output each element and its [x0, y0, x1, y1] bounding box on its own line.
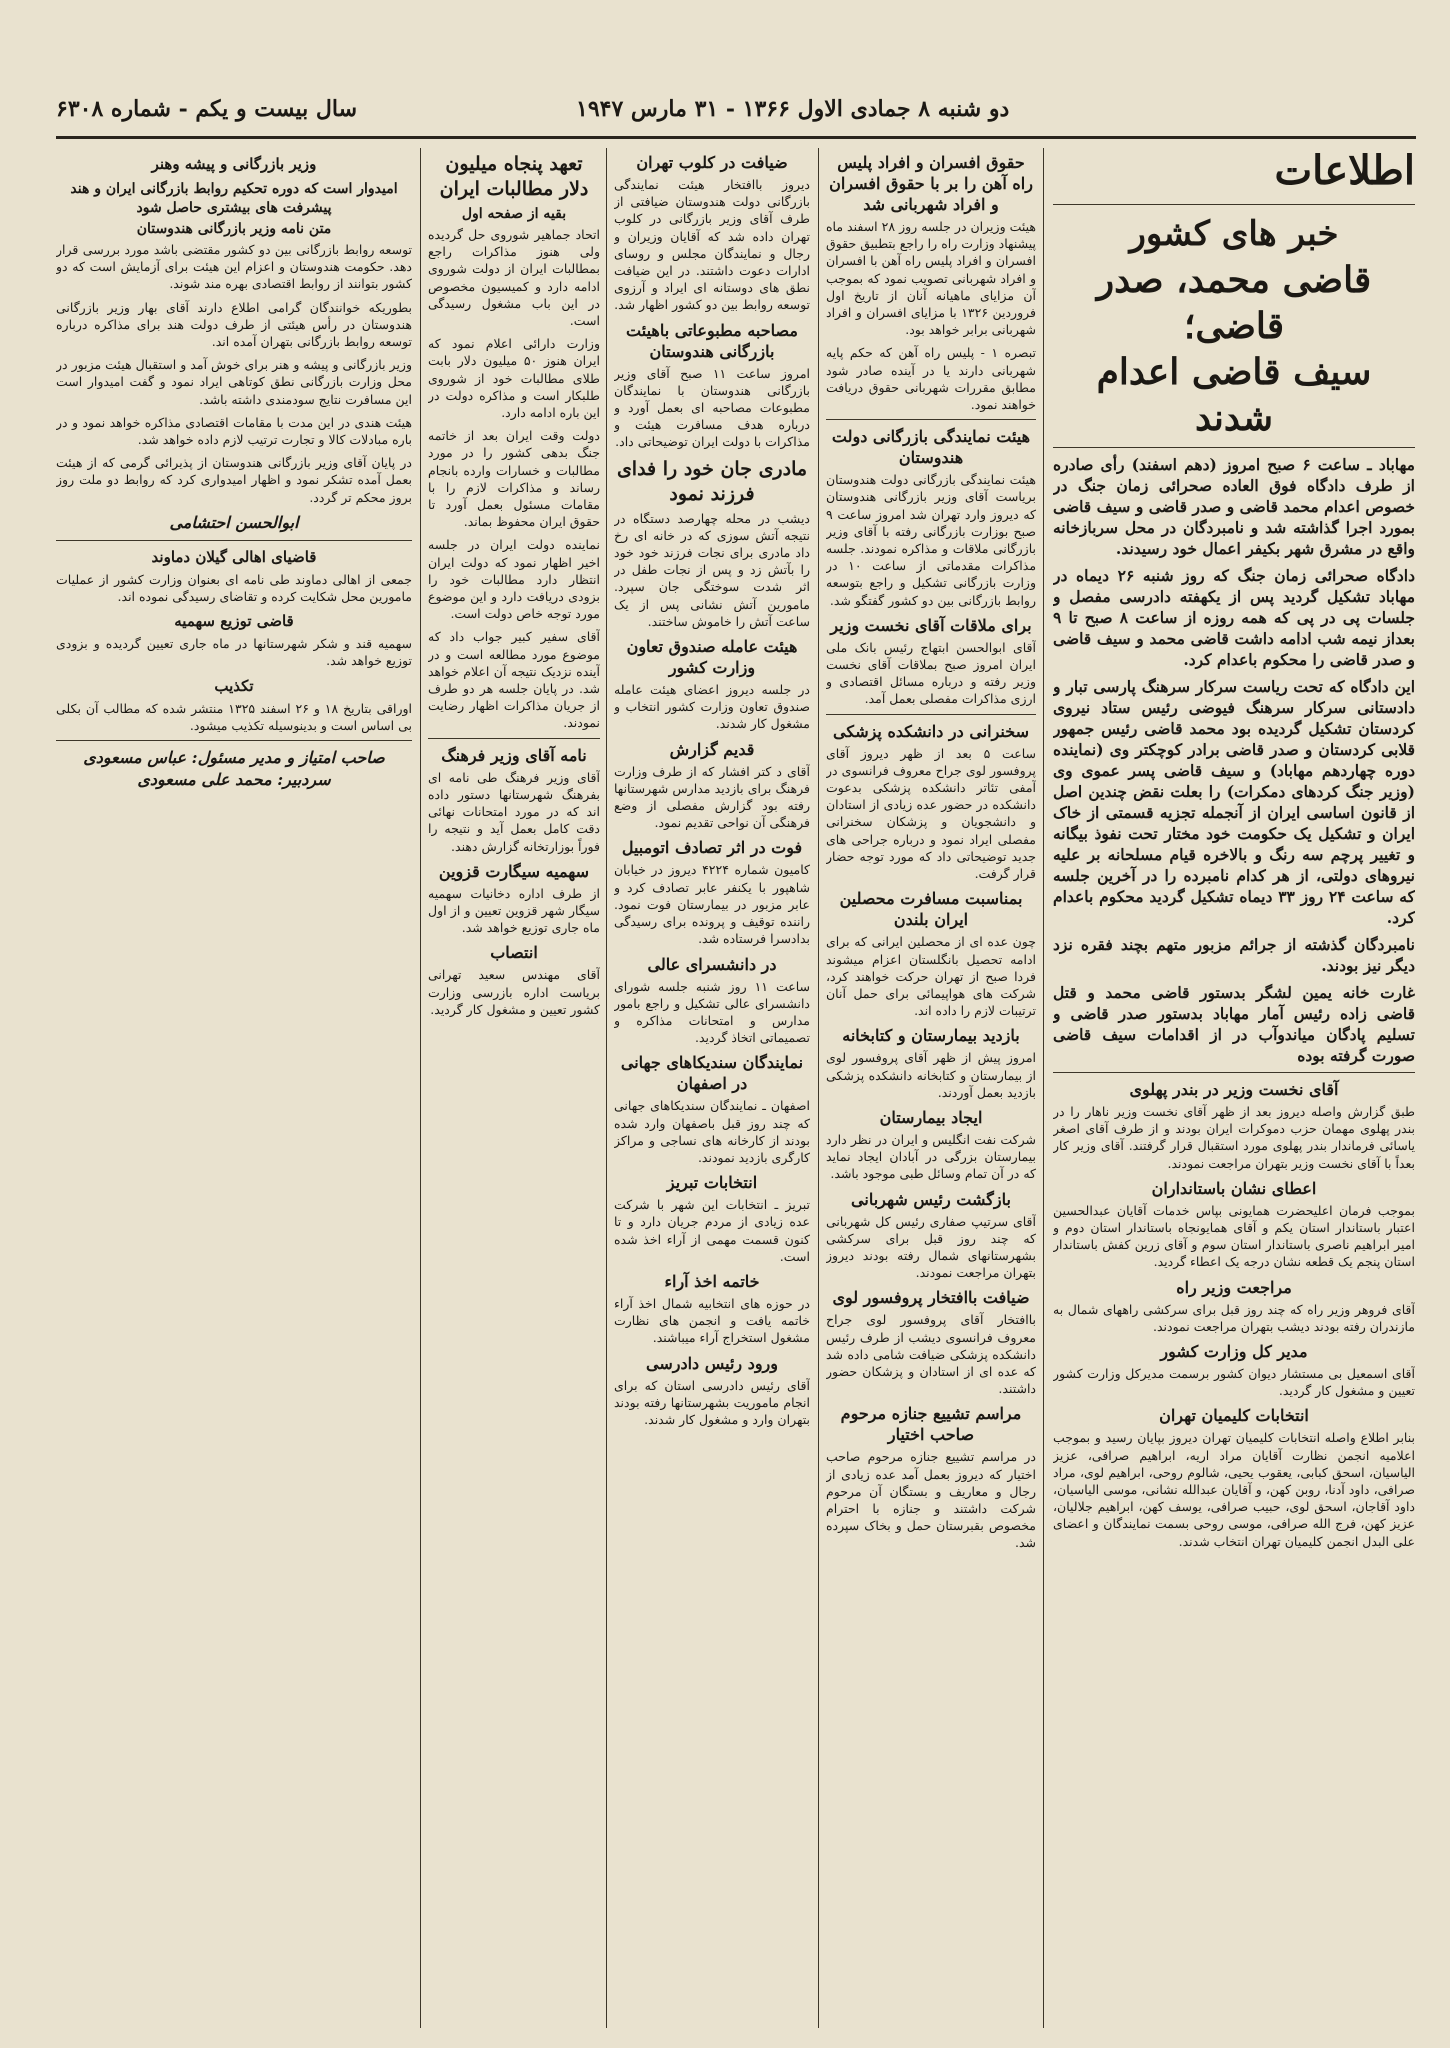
divider [1053, 1072, 1415, 1073]
article-paragraph: شرکت نفت انگلیس و ایران در نظر دارد بیمارستان بزرگی در آبادان ایجاد نماید که در آن تمام وسائل طبی موجود باشد. [826, 1131, 1036, 1182]
article-paragraph: در مراسم تشییع جنازه مرحوم صاحب اختیار که دیروز بعمل آمد عده زیادی از رجال و معاریف و بستگان آن مرحوم شرکت داشتند و جنازه با احترام مخصوص بقبرستان حمل و بخاک سپرده شد. [826, 1449, 1036, 1551]
article-paragraph: در جلسه دیروز اعضای هیئت عامله صندوق تعاون وزارت کشور انتخاب و مشغول کار شدند. [614, 682, 810, 732]
headline-votes: خاتمه اخذ آراء [664, 1271, 760, 1291]
banner-line-3: سیف قاضی اعدام شدند [1096, 351, 1372, 439]
headline-return: مراجعت وزیر راه [1176, 1277, 1292, 1297]
article-paragraph: اتحاد جماهیر شوروی حل گردیده ولی هنوز مذاکرات راجع بمطالبات ایران از دولت شوروی ادامه دارد و کمیسیون مخصوص در این باب مشغول رسیدگی است. [428, 227, 600, 329]
article-paragraph: جمعی از اهالی دماوند طی نامه ای بعنوان وزارت کشور از عملیات مامورین محل شکایت کرده و تقاضای رسیدگی نموده اند. [56, 571, 412, 605]
headline-report: قدیم گزارش [669, 739, 755, 759]
divider [826, 419, 1036, 420]
article-paragraph: دیشب در محله چهارصد دستگاه در نتیجه آتش سوزی که در خانه ای رخ داد مادری برای نجات فرزند خود خود را بآتش زد و پس از نجات طفل در اثر شدت سوختگی جان سپرد. مامورین آتش نشانی پس از یک ساعت آتش را خاموش ساختند. [614, 510, 810, 629]
article-paragraph: تبریز ـ انتخابات این شهر با شرکت عده زیادی از مردم جریان دارد و تا کنون قسمت مهمی از آراء اخذ شده است. [614, 1197, 810, 1264]
headline-justice: ورود رئیس دادرسی [645, 1353, 778, 1373]
article-paragraph: آقای اسمعیل بی مستشار دیوان کشور برسمت مدیرکل وزارت کشور تعیین و مشغول کار گردید. [1053, 1366, 1415, 1399]
headline-build: ایجاد بیمارستان [879, 1107, 983, 1127]
article-paragraph: بموجب فرمان اعلیحضرت همایونی بپاس خدمات آقایان عبدالحسین اعتبار باستاندار استان یکم و آقای همایونجاه باستاندار استان دوم و امیر ابراهیم ناصری باستاندار استان سوم و آقای زرین کفش باستاندار استان پنجم یک قطعه نشان درجه یک اعطاء گردید. [1053, 1202, 1415, 1270]
article-paragraph: آقای ابوالحسن ابتهاج رئیس بانک ملی ایران امروز صبح بملاقات آقای نخست وزیر رفته و درباره مسائل اقتصادی و ارزی مذاکرات مفصلی بعمل آمد. [826, 639, 1036, 707]
banner-line-2: قاضی محمد، صدر قاضی؛ [1096, 259, 1372, 347]
divider [1053, 447, 1415, 448]
article-paragraph: نامبردگان گذشته از جرائم مزبور متهم بچند فقره نزد دیگر نیز بودند. [1053, 935, 1415, 975]
author-signature: ابوالحسن احتشامی [169, 512, 299, 532]
article-paragraph: در پایان آقای وزیر بازرگانی هندوستان از پذیرائی گرمی که از هیئت بعمل آمده تشکر نمود و اظهار امیدواری کرد که روابط دو ملت روز بروز محکم تر گردد. [56, 455, 412, 505]
article-paragraph: از طرف اداره دخانیات سهمیه سیگار شهر قزوین تعیین و از اول ماه جاری توزیع خواهد شد. [428, 885, 600, 936]
column-divider [1043, 148, 1044, 2028]
headline-funeral: مراسم تشییع جنازه مرحوم صاحب اختیار [840, 1404, 1022, 1445]
article-paragraph: بنابر اطلاع واصله انتخابات کلیمیان تهران دیروز بپایان رسید و بموجب اعلامیه انجمن نظارت آقایان مراد اریه، ابراهیم صرافی، عزیز الیاسیان، اسحق کبابی، یعقوب یحیی، شالوم روحی، ابراهیم لوی، مراد صرافی، داود آدنا، روبن کهن، و آقایان عبدالله نشانی، موسی الیاسیان، داود آقاجان، اسحق لوی، حبیب صرافی، یوسف کهن، ابراهیم جلالیان، عزیز کهن، فرج الله صرافی، موسی روحی بسمت نمایندگان و اعضای علی البدل انجمن کلیمیان تهران انتخاب شدند. [1053, 1430, 1415, 1549]
headline-accident: فوت در اثر تصادف اتومبیل [621, 838, 803, 858]
headline-club: ضیافت در کلوب تهران [636, 153, 788, 172]
article-paragraph: وزارت دارائی اعلام نمود که ایران هنوز ۵۰ میلیون دلار بابت طلای مطالبات خود از شوروی طلبکار است و مذاکره دولت در این باره ادامه دارد. [428, 336, 600, 421]
article-paragraph: اصفهان ـ نمایندگان سندیکاهای جهانی که چند روز قبل باصفهان وارد شده بودند از کارخانه های نساجی و مراکز کارگری بازدید نمودند. [614, 1098, 810, 1165]
column-2 [826, 148, 1036, 2028]
headline-isfahan: نمایندگان سندیکاهای جهانی در اصفهان [620, 1053, 804, 1094]
article-paragraph: امروز پیش از ظهر آقای پروفسور لوی از بیمارستان و کتابخانه دانشکده پزشکی بازدید بعمل آوردند. [826, 1050, 1036, 1100]
article-paragraph: آقای د کتر افشار که از طرف وزارت فرهنگ برای بازدید مدارس شهرستانها رفته بود گزارش مفصلی از وضع فرهنگی آن نواحی تقدیم نمود. [614, 763, 810, 831]
headline-press: مصاحبه مطبوعاتی باهیئت بازرگانی هندوستان [626, 320, 798, 361]
article-paragraph: کامیون شماره ۴۲۲۴ دیروز در خیابان شاهپور با یکنفر عابر تصادف کرد و عابر مزبور در بیمارستان فوت نمود. راننده توقیف و پرونده برای رسیدگی بدادسرا فرستاده شد. [614, 862, 810, 947]
article-paragraph: توسعه روابط بازرگانی بین دو کشور مقتضی باشد مورد بررسی قرار دهد. حکومت هندوستان و اعزام این هیئت برای آزمایش است که دو کشور بتوانند از روابط اقتصادی بهره مند شوند. [56, 242, 412, 292]
headline-election: انتخابات کلیمیان تهران [1159, 1406, 1309, 1426]
divider [56, 740, 412, 741]
headline-mother: مادری جان خود را فدای فرزند نمود [616, 457, 808, 505]
article-paragraph: دیروز باافتخار هیئت نمایندگی بازرگانی دولت هندوستان ضیافتی از طرف آقای وزیر بازرگانی در کلوب تهران داده شد که آقایان وزیران و رجال و نمایندگان مجلس و روسای ادارات دعوت داشتند. در این ضیافت نطق های دوستانه ای ایراد و آرزوی توسعه روابط بین دو کشور اظهار شد. [614, 177, 810, 313]
headline-police: بازگشت رئیس شهربانی [851, 1189, 1011, 1209]
headline-coop: هیئت عامله صندوق تعاون وزارت کشور [626, 637, 798, 678]
column-5 [56, 148, 412, 2028]
column-3 [614, 148, 810, 2028]
divider [56, 540, 412, 541]
article-paragraph: آقای سرتیپ صفاری رئیس کل شهربانی که چند روز قبل برای سرکشی بشهرستانهای شمال رفته بودند دیروز بتهران مراجعت نمودند. [826, 1213, 1036, 1281]
headline-sugar: قاضی توزیع سهمیه [174, 612, 294, 631]
headline-banquet: ضیافت باافتخار پروفسور لوی [832, 1288, 1030, 1308]
banner-line-1: خبر های کشور [1129, 214, 1339, 254]
article-paragraph: این دادگاه که تحت ریاست سرکار سرهنگ پارسی تبار و دادستانی سرکار سرهنگ فیوضی رئیس ستاد نیروی کردستان تشکیل گردیده بود محمد قاضی رئیس جمهور قلابی کردستان و صدر قاضی برادر کوچکتر وی (نماینده دوره چهاردهم مهاباد) و سیف قاضی پسر عموی وی (وزیر جنگ کردهای دمکرات) را بعلت نقض چندین اصل از قانون اساسی ایران از آنجمله تجزیه قسمتی از خاک ایران و تشکیل یک حکومت خود مختار تحت نفوذ بیگانه و تغییر پرچم سه رنگ و بالاخره قیام مسلحانه بر علیه نیروهای دولتی، از هر کدام نامبرده را در آخرین جلسه که ساعت ۲۴ روز ۳۳ دیماه تشکیل گردید محکوم باعدام کرد. [1053, 677, 1415, 927]
headline-appoint: انتصاب [490, 943, 538, 963]
column-divider [818, 148, 819, 2028]
headline-pahlavi: آقای نخست وزیر در بندر پهلوی [1129, 1080, 1339, 1099]
article-paragraph: امروز ساعت ۱۱ صبح آقای وزیر بازرگانی هندوستان با نمایندگان مطبوعات مصاحبه ای بعمل آورد و درباره هدف مسافرت هیئت و مذاکرات با دولت ایران توضیحاتی داد. [614, 365, 810, 450]
continued-label: بقیه از صفحه اول [461, 206, 567, 222]
imprint-editor: سردبیر: محمد علی مسعودی [137, 770, 331, 790]
article-paragraph: هیئت نمایندگی بازرگانی دولت هندوستان بریاست آقای وزیر بازرگانی هندوستان که دیروز وارد تهران شد امروز ساعت ۹ صبح بوزارت بازرگانی رفته با آقای وزیر بازرگانی ملاقات و مذاکره نمودند. جلسه مذاکرات مقدماتی از ساعت ۱۰ در وزارت بازرگانی تشکیل و راجع بتوسعه روابط بازرگانی بین دو کشور گفتگو شد. [826, 472, 1036, 608]
divider [428, 738, 600, 739]
article-paragraph: هیئت هندی در این مدت با مقامات اقتصادی مذاکره خواهد نمود و در باره مبادلات کالا و تجارت ترتیب لازم داده خواهد شد. [56, 414, 412, 448]
article-paragraph: تبصره ۱ - پلیس راه آهن که حکم پایه شهربانی دارند یا در آینده صادر شود مطابق مقررات شهربانی حقوق دریافت خواهند نمود. [826, 345, 1036, 413]
imprint-publisher: صاحب امتیاز و مدیر مسئول: عباس مسعودی [83, 748, 385, 768]
article-paragraph: آقای وزیر فرهنگ طی نامه ای بفرهنگ شهرستانها دستور داده اند که در مورد امتحانات نهائی دقت کامل بعمل آید و نتیجه را فوراً بوزارتخانه گزارش دهند. [428, 769, 600, 854]
article-paragraph: اوراقی بتاریخ ۱۸ و ۲۶ اسفند ۱۳۲۵ منتشر شده که مطالب آن بکلی بی اساس است و بدینوسیله تکذیب میشود. [56, 700, 412, 733]
subheadline-commerce: امیدوار است که دوره تحکیم روابط بازرگانی ایران و هند پیشرفت های بیشتری حاصل شود [70, 181, 398, 216]
divider [826, 714, 1036, 715]
issue-line: سال بیست و یکم - شماره ۶۳۰۸ [56, 96, 358, 122]
article-paragraph: ساعت ۱۱ روز شنبه جلسه شورای دانشسرای عالی تشکیل و راجع بامور مدارس و امتحانات مذاکره و تصمیماتی اتخاذ گردید. [614, 978, 810, 1046]
article-paragraph: ساعت ۵ بعد از ظهر دیروز آقای پروفسور لوی جراح معروف فرانسوی در آمفی تئاتر دانشکده پزشکی بدعوت دانشکده در حضور عده زیادی از استادان و دانشجویان و پزشکان سخنرانی مفصلی ایراد نمود و درباره جراحی های جدید توضیحاتی داد که مورد توجه حضار قرار گرفت. [826, 745, 1036, 882]
headline-medical: سخنرانی در دانشکده پزشکی [833, 721, 1029, 741]
article-paragraph: دولت وقت ایران بعد از خاتمه جنگ بدهی کشور را در مورد مطالبات و خسارات وارده بانجام رساند و مذاکرات لازم را با مقامات مسئول بعمل آورد تا حقوق ایران محفوظ بماند. [428, 428, 600, 530]
subheadline-speech: متن نامه وزیر بازرگانی هندوستان [136, 221, 332, 237]
column-divider [420, 148, 421, 2028]
headline-hospital: بازدید بیمارستان و کتابخانه [842, 1026, 1020, 1046]
article-paragraph: آقای رئیس دادرسی استان که برای انجام ماموریت بشهرستانها رفته بودند بتهران وارد و مشغول کار شدند. [614, 1377, 810, 1427]
headline-india: هیئت نمایندگی بازرگانی دولت هندوستان [831, 427, 1031, 468]
lead-paragraph: مهاباد ـ ساعت ۶ صبح امروز (دهم اسفند) رأی صادره از طرف دادگاه فوق العاده صحرائی زمان جنگ در خصوص اعدام محمد قاضی و صدر قاضی و سیف قاضی بمورد اجرا گذاشته شد و نامبردگان در محل سربازخانه واقع در مشرق شهر بکیفر اعمال خود رسیدند. [1053, 455, 1415, 558]
article-paragraph: باافتخار آقای پروفسور لوی جراح معروف فرانسوی دیشب از طرف رئیس دانشکده پزشکی ضیافت شامی داده شد که عده ای از استادان و پزشکان حضور داشتند. [826, 1312, 1036, 1397]
headline-minister: نامه آقای وزیر فرهنگ [441, 745, 587, 765]
article-paragraph: دادگاه صحرائی زمان جنگ که روز شنبه ۲۶ دیماه در مهاباد تشکیل گردید پس از یکهفته دادرسی مفصل و جلسات پی در پی که همه روزه از ساعت ۸ صبح تا ۹ بعداز نیمه شب ادامه داشت قاضی محمد و سیف قاضی و صدر قاضی را محکوم باعدام کرد. [1053, 566, 1415, 669]
article-paragraph: چون عده ای از محصلین ایرانی که برای ادامه تحصیل بانگلستان اعزام میشوند فردا صبح از تهران حرکت خواهند کرد، شرکت های هواپیمائی برای حمل آنان ترتیبات لازم را داده اند. [826, 934, 1036, 1019]
column-4 [428, 148, 600, 2028]
column-1 [1053, 148, 1415, 2028]
article-paragraph: بطوریکه خوانندگان گرامی اطلاع دارند آقای بهار وزیر بازرگانی هندوستان در رأس هیئتی از طرف دولت هند برای مذاکره درباره توسعه روابط بازرگانی بتهران آمده اند. [56, 299, 412, 350]
date-line: دو شنبه ۸ جمادی الاول ۱۳۶۶ - ۳۱ مارس ۱۹۴۷ [576, 96, 1010, 122]
headline-council: در دانشسرای عالی [647, 954, 777, 974]
article-paragraph: سهمیه قند و شکر شهرستانها در ماه جاری تعیین گردیده و بزودی توزیع خواهد شد. [56, 636, 412, 669]
headline-qazvin: سهمیه سیگارت قزوین [438, 861, 590, 881]
headline-interior: مدیر کل وزارت کشور [1160, 1342, 1308, 1362]
article-paragraph: وزیر بازرگانی و پیشه و هنر برای خوش آمد و استقبال هیئت مزبور در محل وزارت بازرگانی نطق کوتاهی ایراد نمود و گفت امیدوار است این مسافرت نتایج سودمندی داشته باشد. [56, 357, 412, 407]
article-paragraph: آقای مهندس سعید تهرانی بریاست اداره بازرسی وزارت کشور تعیین و مشغول کار گردید. [428, 967, 600, 1017]
headline-commerce: وزیر بازرگانی و پیشه وهنر [151, 155, 317, 173]
article-paragraph: نماینده دولت ایران در جلسه اخیر اظهار نمود که دولت ایران انتظار دارد مطالبات خود را بزودی دریافت دارد و این موضوع مورد توجه خاص دولت است. [428, 537, 600, 622]
article-paragraph: غارت خانه یمین لشگر بدستور قاضی محمد و قتل قاضی زاده رئیس آمار مهاباد بدستور صدر قاضی و تسلیم پادگان میاندوآب در از اقدامات سیف قاضی صورت گرفته بوده [1053, 983, 1415, 1065]
headline-mosafer: بمناسبت مسافرت محصلین ایران بلندن [839, 889, 1023, 930]
article-paragraph: آقای سفیر کبیر جواب داد که موضوع مورد مطالعه است و در آینده نزدیک نتیجه آن اعلام خواهد شد. در پایان جلسه هر دو طرف از جریان مذاکرات اظهار رضایت نمودند. [428, 629, 600, 731]
masthead: اطلاعات [1274, 148, 1415, 194]
headline-rights: حقوق افسران و افراد پلیس راه آهن را بر با حقوق افسران و افراد شهربانی شد [829, 153, 1033, 214]
article-paragraph: در حوزه های انتخابیه شمال اخذ آراء خاتمه یافت و انجمن های نظارت مشغول استخراج آراء میباشند. [614, 1295, 810, 1346]
headline-damavand: قاضیای اهالی گیلان دماوند [151, 547, 317, 566]
headline-tabriz: انتخابات تبریز [666, 1173, 758, 1193]
column-divider [606, 148, 607, 2028]
article-paragraph: آقای فروهر وزیر راه که چند روز قبل برای سرکشی راههای شمال به مازندران رفته بودند دیشب بتهران مراجعت نمودند. [1053, 1301, 1415, 1334]
headline-demands: تعهد پنجاه میلیون دلار مطالبات ایران [439, 153, 589, 200]
headline-prime: برای ملاقات آقای نخست وزیر [830, 615, 1032, 635]
header-rule [56, 136, 1416, 139]
divider [1053, 204, 1415, 205]
page-header [56, 90, 1416, 134]
article-paragraph: طبق گزارش واصله دیروز بعد از ظهر آقای نخست وزیر ناهار را در بندر پهلوی مهمان حزب دموکرات ایران بودند و از طرف آقای اصغر یاسائی فرماندار بندر پهلوی مورد استقبال قرار گرفتند. آقای وزیر کار بعداً با آقای نخست وزیر بتهران مراجعت نمودند. [1053, 1104, 1415, 1171]
headline-nishan: اعطای نشان باستانداران [1151, 1178, 1317, 1198]
headline-denial: تکذیب [214, 676, 254, 695]
article-paragraph: هیئت وزیران در جلسه روز ۲۸ اسفند ماه پیشنهاد وزارت راه را راجع بتطبیق حقوق افسران و افراد پلیس راه آهن با افسران و افراد شهربانی تصویب نمود که بموجب آن مزایای ماهیانه آنان از تاریخ اول فروردین ۱۳۲۶ با مزایای افسران و افراد شهربانی برابر خواهد بود. [826, 219, 1036, 338]
